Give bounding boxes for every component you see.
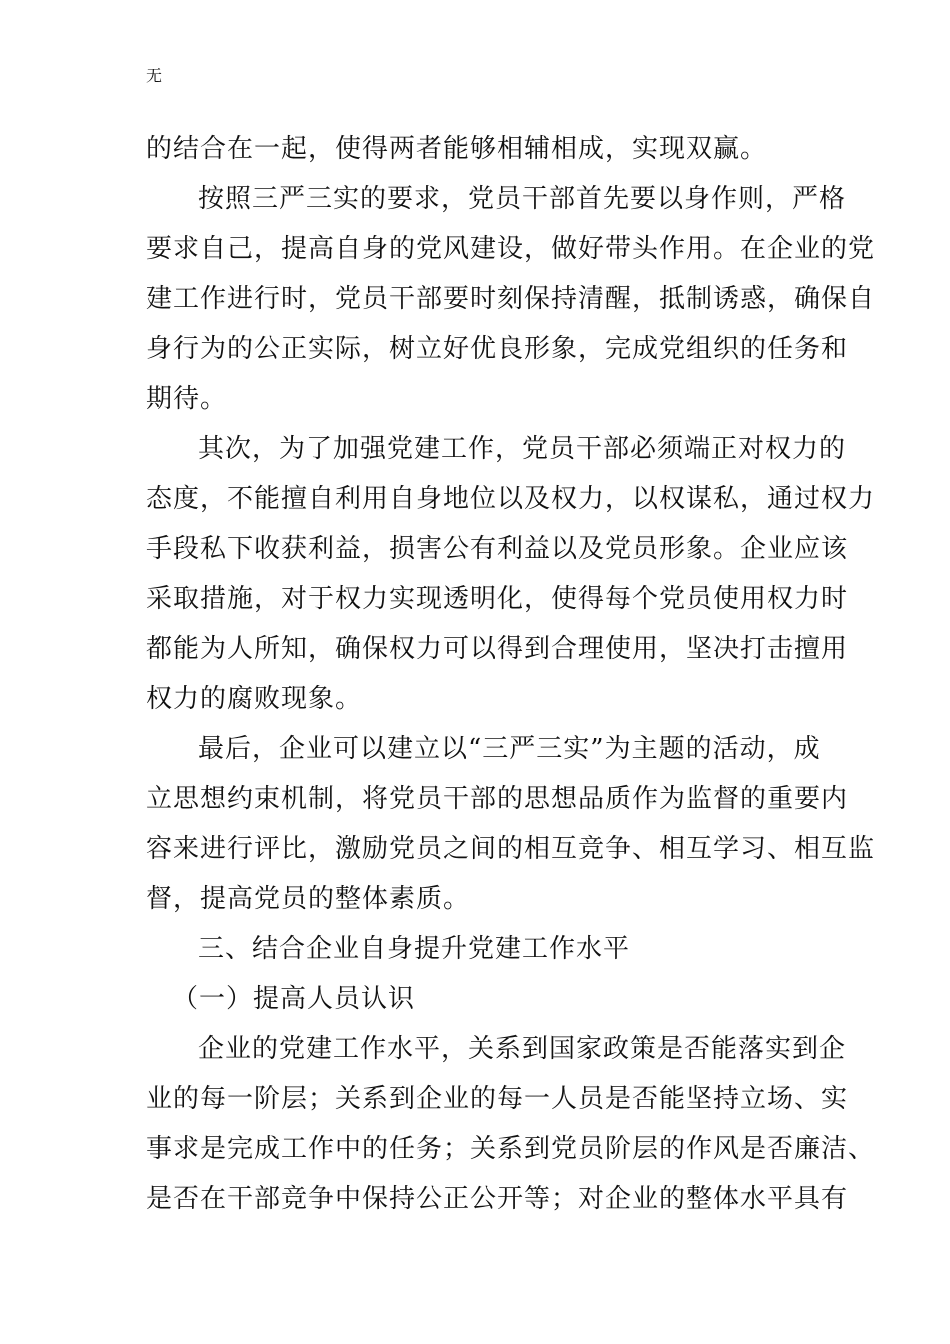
paragraph-line: 的结合在一起，使得两者能够相辅相成，实现双赢。 (146, 134, 768, 164)
paragraph-line: 身行为的公正实际，树立好优良形象，完成党组织的任务和 (146, 334, 849, 364)
paragraph-line: 容来进行评比，激励党员之间的相互竞争、相互学习、相互监 (146, 834, 876, 864)
paragraph-line: 其次，为了加强党建工作，党员干部必须端正对权力的 (198, 434, 847, 464)
paragraph-line: 企业的党建工作水平，关系到国家政策是否能落实到企 (198, 1034, 847, 1064)
section-heading: 三、结合企业自身提升党建工作水平 (198, 934, 631, 964)
paragraph-line: 立思想约束机制，将党员干部的思想品质作为监督的重要内 (146, 784, 849, 814)
paragraph-line: 最后，企业可以建立以“三严三实”为主题的活动，成 (198, 734, 821, 764)
paragraph-line: 按照三严三实的要求，党员干部首先要以身作则，严格 (198, 184, 847, 214)
paragraph-line: 手段私下收获利益，损害公有利益以及党员形象。企业应该 (146, 534, 849, 564)
paragraph-line: 是否在干部竞争中保持公正公开等；对企业的整体水平具有 (146, 1184, 849, 1214)
document-body (146, 129, 876, 1229)
paragraph-line: 建工作进行时，党员干部要时刻保持清醒，抵制诱惑，确保自 (146, 284, 876, 314)
paragraph-line: 督，提高党员的整体素质。 (146, 884, 471, 914)
paragraph-line: 要求自己，提高自身的党风建设，做好带头作用。在企业的党 (146, 234, 876, 264)
paragraph-line: 态度，不能擅自利用自身地位以及权力，以权谋私，通过权力 (146, 484, 876, 514)
subsection-heading: （一）提高人员认识 (172, 984, 416, 1014)
paragraph-line: 采取措施，对于权力实现透明化，使得每个党员使用权力时 (146, 584, 849, 614)
paragraph-line: 都能为人所知，确保权力可以得到合理使用，坚决打击擅用 (146, 634, 849, 664)
header-mark: 无 (146, 66, 163, 85)
paragraph-line: 权力的腐败现象。 (146, 684, 363, 714)
paragraph-line: 业的每一阶层；关系到企业的每一人员是否能坚持立场、实 (146, 1084, 849, 1114)
paragraph-line: 事求是完成工作中的任务；关系到党员阶层的作风是否廉洁、 (146, 1134, 876, 1164)
paragraph-line: 期待。 (146, 384, 228, 414)
